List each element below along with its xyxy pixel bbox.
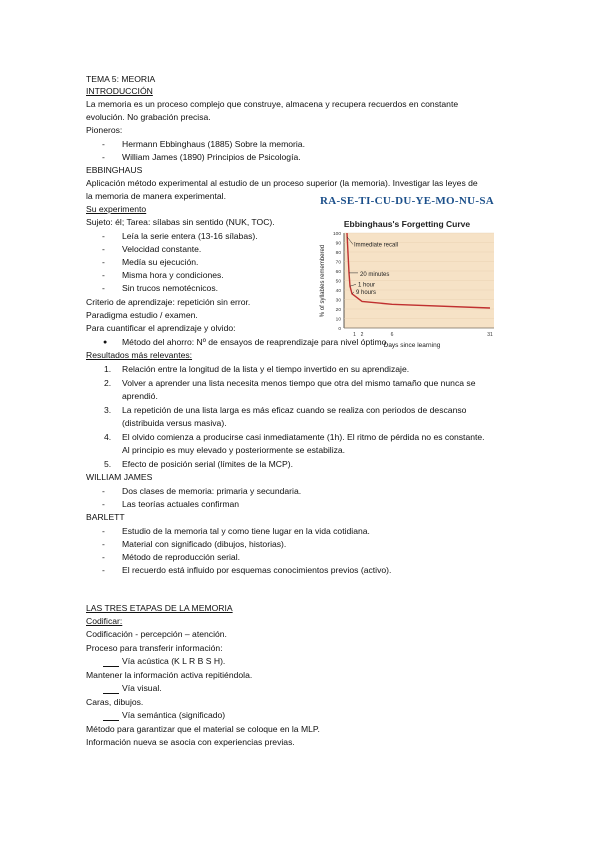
y-tick-label: 70 bbox=[335, 260, 341, 266]
results-heading: Resultados más relevantes: bbox=[86, 350, 193, 360]
barlett-item: El recuerdo está influido por esquemas conocimientos previos (activo). bbox=[122, 565, 392, 575]
result-text: La repetición de una lista larga es más eficaz cuando se realiza con periodos de descanso bbox=[122, 405, 467, 415]
forgetting-curve-chart bbox=[312, 215, 502, 350]
x-tick-label: 1 bbox=[353, 332, 356, 338]
chart-title: Ebbinghaus's Forgetting Curve bbox=[343, 219, 471, 229]
y-tick-label: 80 bbox=[335, 251, 341, 256]
y-tick-label: 60 bbox=[335, 270, 341, 275]
blank-line bbox=[103, 710, 119, 721]
syllables-banner: RA-SE-TI-CU-DU-YE-MO-NU-SA bbox=[319, 195, 494, 207]
y-tick-label: 90 bbox=[335, 241, 341, 247]
y-tick-label: 0 bbox=[338, 327, 341, 332]
blank-line bbox=[103, 683, 119, 694]
list-dash: - bbox=[102, 552, 105, 562]
experiment-item: Leía la serie entera (13-16 sílabas). bbox=[122, 231, 258, 241]
result-text: El olvido comienza a producirse casi inmediatamente (1h). El ritmo de pérdida no es constante. bbox=[122, 432, 485, 442]
intro-paragraph-line1: La memoria es un proceso complejo que construye, almacena y recupera recuerdos en constante bbox=[86, 99, 459, 109]
list-dash: - bbox=[102, 152, 105, 162]
barlett-item: Material con significado (dibujos, historias). bbox=[122, 539, 287, 549]
result-number: 5. bbox=[104, 459, 112, 469]
result-text: Relación entre la longitud de la lista y el tiempo invertido en su aprendizaje. bbox=[122, 364, 410, 374]
forgetting-curve-figure bbox=[312, 195, 502, 350]
semantic-route: Vía semántica (significado) bbox=[122, 710, 226, 720]
experiment-item: Medía su ejecución. bbox=[122, 257, 199, 267]
annotation-label: Immediate recall bbox=[354, 242, 399, 249]
blank-line bbox=[103, 656, 119, 667]
result-text: Efecto de posición serial (límites de la MCP). bbox=[122, 459, 293, 469]
quantify-label: Para cuantificar el aprendizaje y olvido: bbox=[86, 323, 236, 333]
result-number: 1. bbox=[104, 364, 112, 374]
y-tick-label: 20 bbox=[335, 308, 341, 313]
page-title: TEMA 5: MEORIA bbox=[86, 74, 156, 84]
list-dash: - bbox=[102, 526, 105, 536]
experiment-item: Misma hora y condiciones. bbox=[122, 270, 224, 280]
result-text: Volver a aprender una lista necesita menos tiempo que otra del mismo tamaño que nunca se bbox=[122, 378, 476, 388]
result-text-cont: Al principio es muy elevado y posteriormente se estabiliza. bbox=[122, 445, 346, 455]
list-dash: - bbox=[102, 244, 105, 254]
experiment-subject: Sujeto: él; Tarea: sílabas sin sentido (NUK, TOC). bbox=[86, 217, 275, 227]
intro-heading: INTRODUCCIÓN bbox=[86, 86, 153, 96]
ebbinghaus-heading: EBBINGHAUS bbox=[86, 165, 143, 175]
experiment-heading: Su experimento bbox=[86, 204, 147, 214]
y-tick-label: 10 bbox=[335, 317, 341, 323]
visual-route: Vía visual. bbox=[122, 683, 162, 693]
result-number: 4. bbox=[104, 432, 112, 442]
list-dash: - bbox=[102, 283, 105, 293]
transfer-label: Proceso para transferir información: bbox=[86, 643, 223, 653]
x-tick-label: 2 bbox=[360, 332, 364, 338]
barlett-heading: BARLETT bbox=[86, 512, 125, 522]
annotation-label: 1 hour bbox=[358, 282, 376, 289]
y-tick-label: 100 bbox=[332, 232, 341, 237]
william-james-item: Las teorías actuales confirman bbox=[122, 499, 240, 509]
william-james-heading: WILLIAM JAMES bbox=[86, 472, 153, 482]
y-axis-label: % of syllables remembered bbox=[320, 244, 326, 318]
acoustic-route: Vía acústica (K L R B S H). bbox=[122, 656, 226, 666]
encode-heading: Codificar: bbox=[86, 616, 123, 626]
experiment-item: Velocidad constante. bbox=[122, 244, 202, 254]
y-tick-label: 30 bbox=[335, 298, 341, 304]
pioneer-ebbinghaus: Hermann Ebbinghaus (1885) Sobre la memoria. bbox=[122, 139, 305, 149]
x-tick-label: 6 bbox=[390, 332, 394, 338]
stages-heading: LAS TRES ETAPAS DE LA MEMORIA bbox=[86, 603, 233, 613]
saving-method: Método del ahorro: Nº de ensayos de reaprendizaje para nivel óptimo. bbox=[122, 337, 389, 347]
learning-criterion: Criterio de aprendizaje: repetición sin error. bbox=[86, 297, 251, 307]
bullet-icon: ● bbox=[103, 339, 108, 346]
list-dash: - bbox=[102, 270, 105, 280]
paradigm: Paradigma estudio / examen. bbox=[86, 310, 198, 320]
mlp-method: Método para garantizar que el material se coloque en la MLP. bbox=[86, 724, 320, 734]
ebbinghaus-paragraph-line2: la memoria de manera experimental. bbox=[86, 191, 226, 201]
list-dash: - bbox=[102, 499, 105, 509]
encode-definition: Codificación - percepción – atención. bbox=[86, 629, 227, 639]
result-text-cont: aprendió. bbox=[122, 391, 158, 401]
annotation-label: 9 hours bbox=[356, 289, 377, 296]
ebbinghaus-paragraph-line1: Aplicación método experimental al estudio de un proceso superior (la memoria). Investigar las leyes de bbox=[86, 178, 478, 188]
list-dash: - bbox=[102, 539, 105, 549]
pioneers-label: Pioneros: bbox=[86, 125, 123, 135]
barlett-item: Estudio de la memoria tal y como tiene lugar en la vida cotidiana. bbox=[122, 526, 370, 536]
pioneer-james: William James (1890) Principios de Psicología. bbox=[122, 152, 301, 162]
result-number: 2. bbox=[104, 378, 112, 388]
y-tick-label: 50 bbox=[335, 279, 341, 285]
faces-drawings: Caras, dibujos. bbox=[86, 697, 144, 707]
experiment-item: Sin trucos nemotécnicos. bbox=[122, 283, 219, 293]
result-number: 3. bbox=[104, 405, 112, 415]
list-dash: - bbox=[102, 231, 105, 241]
list-dash: - bbox=[102, 257, 105, 267]
list-dash: - bbox=[102, 565, 105, 575]
y-tick-label: 40 bbox=[335, 289, 341, 294]
list-dash: - bbox=[102, 486, 105, 496]
result-text-cont: (distribuida versus masiva). bbox=[122, 418, 227, 428]
list-dash: - bbox=[102, 139, 105, 149]
barlett-item: Método de reproducción serial. bbox=[122, 552, 240, 562]
annotation-label: 20 minutes bbox=[360, 271, 390, 278]
intro-paragraph-line2: evolución. No grabación precisa. bbox=[86, 112, 211, 122]
maintain-info: Mantener la información activa repitiéndola. bbox=[86, 670, 253, 680]
x-tick-label: 31 bbox=[487, 332, 493, 338]
new-info-association: Información nueva se asocia con experiencias previas. bbox=[86, 737, 295, 747]
william-james-item: Dos clases de memoria: primaria y secundaria. bbox=[122, 486, 302, 496]
x-axis-label: Days since learning bbox=[383, 342, 441, 349]
